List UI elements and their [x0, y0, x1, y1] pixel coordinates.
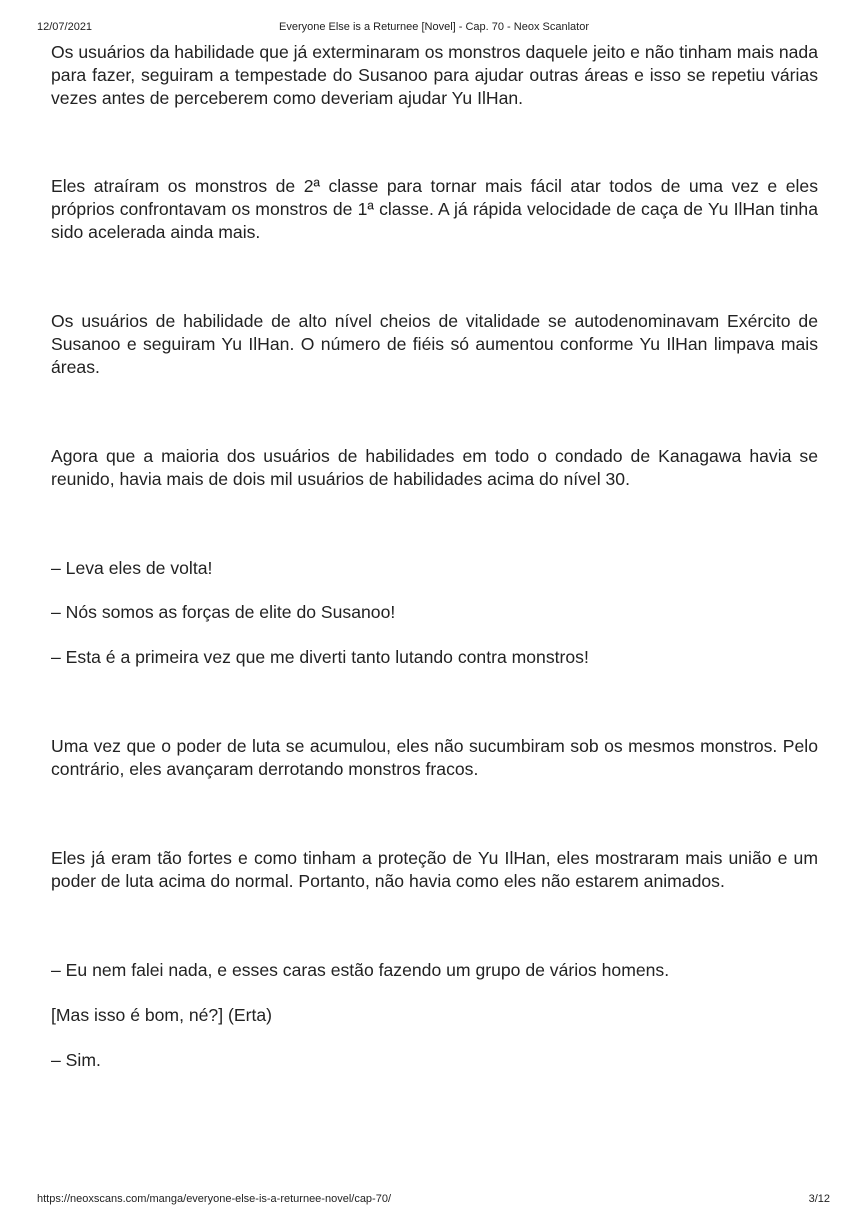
paragraph: Agora que a maioria dos usuários de habilidades em todo o condado de Kanagawa havia se reunido, havia mais de dois mil usuários de habilidades acima do nível 30. — [51, 446, 818, 489]
paragraph: Os usuários de habilidade de alto nível cheios de vitalidade se autodenominavam Exército de Susanoo e seguiram Yu IlHan. O número de fiéis só aumentou conforme Yu IlHan limpava mais áreas. — [51, 311, 818, 377]
paragraph: Eles atraíram os monstros de 2ª classe para tornar mais fácil atar todos de uma vez e eles próprios confrontavam os monstros de 1ª classe. A já rápida velocidade de caça de Yu IlHan tinha sido acelerada ainda mais. — [51, 176, 818, 242]
paragraph: Eles já eram tão fortes e como tinham a proteção de Yu IlHan, eles mostraram mais união e um poder de luta acima do normal. Portanto, não havia como eles não estarem animados. — [51, 848, 818, 891]
chapter-text — [51, 41, 818, 1072]
dialogue-line: – Nós somos as forças de elite do Susanoo! — [51, 602, 396, 622]
page-number: 3/12 — [808, 1193, 830, 1205]
dialogue-line: – Eu nem falei nada, e esses caras estão fazendo um grupo de vários homens. — [51, 960, 670, 980]
dialogue-line: – Esta é a primeira vez que me diverti tanto lutando contra monstros! — [51, 647, 589, 667]
dialogue-line: – Leva eles de volta! — [51, 558, 213, 578]
dialogue-line: [Mas isso é bom, né?] (Erta) — [51, 1005, 272, 1025]
print-date: 12/07/2021 — [37, 21, 93, 33]
paragraph: Uma vez que o poder de luta se acumulou, eles não sucumbiram sob os mesmos monstros. Pelo contrário, eles avançaram derrotando monstros fracos. — [51, 736, 818, 779]
dialogue-line: – Sim. — [51, 1050, 101, 1070]
print-page-title: Everyone Else is a Returnee [Novel] - Cap. 70 - Neox Scanlator — [279, 21, 589, 33]
paragraph: Os usuários da habilidade que já exterminaram os monstros daquele jeito e não tinham mais nada para fazer, seguiram a tempestade do Susanoo para ajudar outras áreas e isso se repetiu várias vezes antes de perceberem como deveriam ajudar Yu IlHan. — [51, 42, 818, 108]
page-url: https://neoxscans.com/manga/everyone-else-is-a-returnee-novel/cap-70/ — [37, 1193, 392, 1205]
